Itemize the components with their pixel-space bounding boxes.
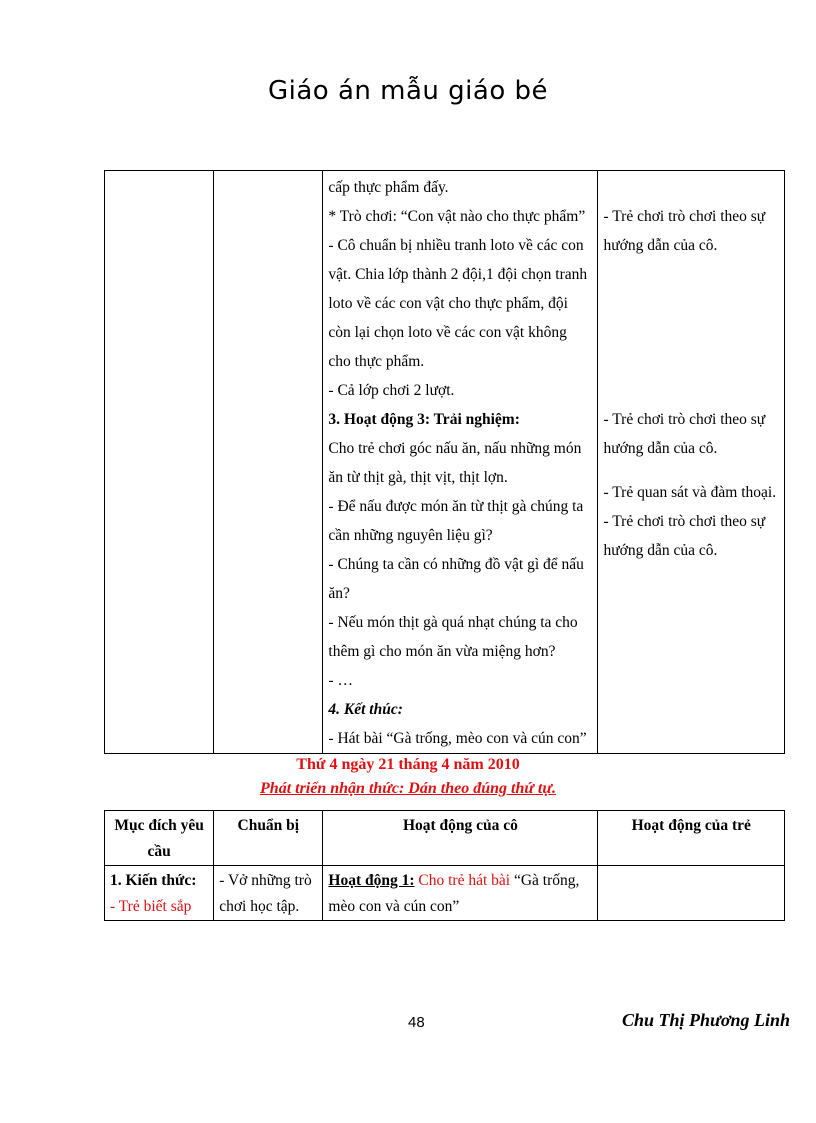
header-child-activity: Hoạt động của trẻ <box>598 811 785 866</box>
activity-1-heading: Hoạt động 1: <box>328 872 415 889</box>
teacher-activity-cell <box>323 171 598 754</box>
knowledge-text: - Trẻ biết sắp <box>110 898 192 915</box>
lesson-plan-table <box>104 810 785 921</box>
lesson-date: Thứ 4 ngày 21 tháng 4 năm 2010 <box>296 756 520 773</box>
child-activity-cell <box>598 171 785 754</box>
child-line: - Trẻ quan sát và đàm thoại. <box>603 484 777 501</box>
header-teacher-activity: Hoạt động của cô <box>323 811 598 866</box>
preparation-cell <box>214 171 323 754</box>
child-activity-cell <box>598 866 785 921</box>
teacher-line: Cho trẻ chơi góc nấu ăn, nấu những món ăn từ thịt gà, thịt vịt, thịt lợn. <box>328 440 582 486</box>
preparation-cell <box>214 866 323 921</box>
knowledge-heading: 1. Kiến thức: <box>110 872 197 889</box>
author-signature: Chu Thị Phương Linh <box>622 1010 791 1030</box>
teacher-line: - Nếu món thịt gà quá nhạt chúng ta cho thêm gì cho món ăn vừa miệng hơn? <box>328 614 578 660</box>
activity-3-heading: 3. Hoạt động 3: Trải nghiệm: <box>328 411 520 428</box>
lesson-title: Phát triển nhận thức: Dán theo đúng thứ tự. <box>260 780 556 797</box>
teacher-line: - Cả lớp chơi 2 lượt. <box>328 382 455 399</box>
teacher-line: - Hát bài “Gà trống, mèo con và cún con” <box>328 730 587 747</box>
activity-1-intro: Cho trẻ hát bài <box>418 872 511 889</box>
teacher-line: * Trò chơi: “Con vật nào cho thực phẩm” <box>328 208 586 225</box>
teacher-line: - … <box>328 672 353 689</box>
teacher-line: - Để nấu được món ăn từ thịt gà chúng ta cần những nguyên liệu gì? <box>328 498 584 544</box>
header-preparation: Chuẩn bị <box>214 811 323 866</box>
activity-1-song: “Gà trống, mèo con và cún con” <box>328 872 580 915</box>
activity-table-continued <box>104 170 785 754</box>
teacher-activity-cell <box>323 866 598 921</box>
purpose-cell <box>105 171 214 754</box>
teacher-line: cấp thực phẩm đấy. <box>328 179 449 196</box>
child-line: - Trẻ chơi trò chơi theo sự hướng dẫn của cô. <box>603 411 766 457</box>
teacher-line: - Chúng ta cần có những đồ vật gì để nấu ăn? <box>328 556 584 602</box>
preparation-text: - Vở những trò chơi học tập. <box>219 872 312 915</box>
teacher-line: - Cô chuẩn bị nhiều tranh loto về các con vật. Chia lớp thành 2 đội,1 đội chọn tranh loto về các con vật cho thực phẩm, đội còn lại chọn loto về các con vật không cho thực phẩm. <box>328 237 588 370</box>
child-line: - Trẻ chơi trò chơi theo sự hướng dẫn của cô. <box>603 513 766 559</box>
page-number: 48 <box>408 1014 425 1031</box>
child-line: - Trẻ chơi trò chơi theo sự hướng dẫn của cô. <box>603 208 766 254</box>
conclusion-heading: 4. Kết thúc: <box>328 701 403 718</box>
header-purpose: Mục đích yêu cầu <box>105 811 214 866</box>
purpose-cell <box>105 866 214 921</box>
page-header-title: Giáo án mẫu giáo bé <box>268 76 548 106</box>
